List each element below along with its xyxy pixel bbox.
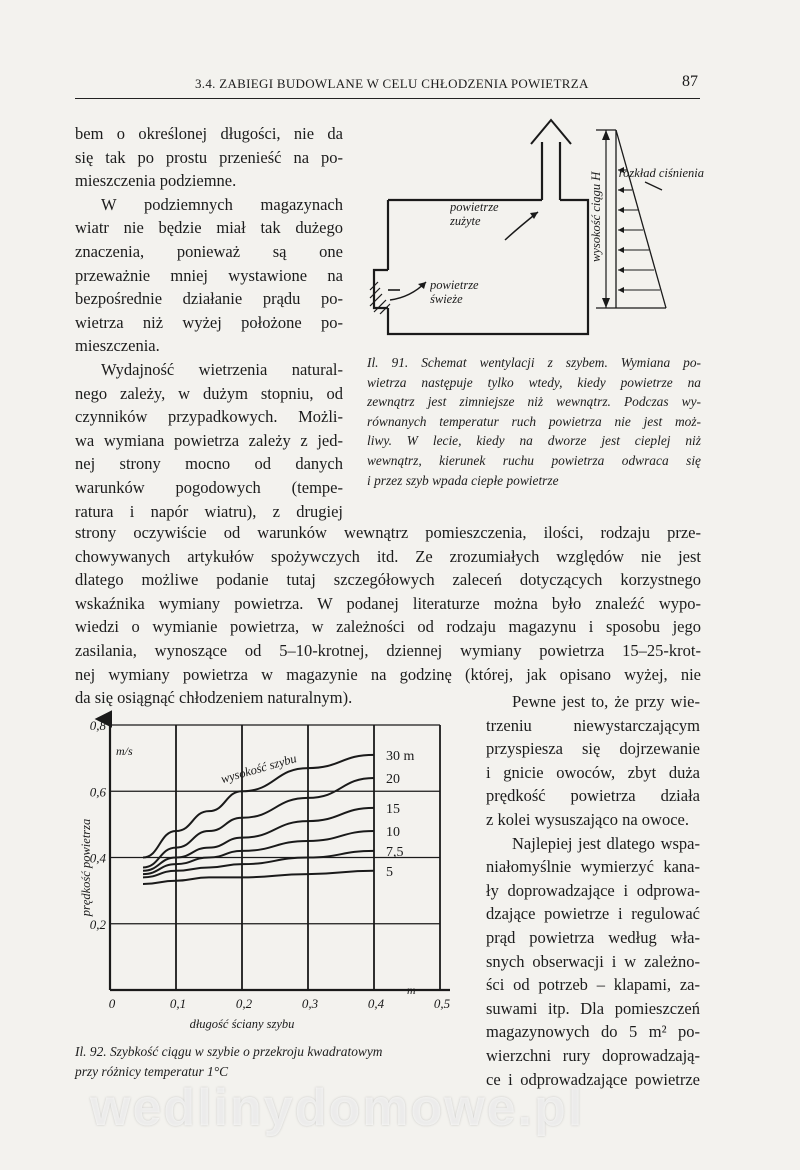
text-line: nej strony mocno od danych	[75, 454, 343, 474]
text-line: ły doprowadzające i odprowa-	[486, 880, 700, 900]
text-line: warunków pogodowych (tempe-	[75, 477, 343, 497]
y-axis-label: prędkość powietrza	[79, 818, 93, 917]
caption-line: zewnątrz jest zimniejsze niż wewnątrz. Podczas wy-	[367, 394, 701, 410]
text-line: Najlepiej jest dlatego wspa-	[512, 833, 700, 853]
x-tick-label: 0,5	[433, 996, 451, 1011]
text-line: Pewne jest to, że przy wie-	[512, 692, 700, 711]
text-line: wiatr nie będzie miał tak dużego	[75, 218, 343, 238]
x-unit-label: m	[407, 983, 416, 997]
running-header	[75, 70, 700, 99]
series-label: 10	[386, 825, 400, 840]
x-tick-label: 0,3	[301, 996, 319, 1011]
text-line: Wydajność wietrzenia natural-	[101, 359, 343, 379]
watermark: wedlinydomowe.pl	[90, 1079, 585, 1137]
text-line: z kolei wysuszająco na owoce.	[486, 809, 689, 829]
text-line: nej wymiany powietrza w magazynie na godzinę (której, jak opisano wyżej, nie	[75, 664, 701, 684]
text-line: wa wymiana powietrza zależy z jed-	[75, 430, 343, 450]
caption-line: Il. 91. Schemat wentylacji z szybem. Wymiana po-	[367, 355, 701, 370]
x-tick-label: 0	[108, 996, 116, 1011]
text-line: ści od potrzeb – klapami, za-	[486, 975, 700, 995]
text-line: mieszczenia podziemne.	[75, 171, 237, 191]
y-tick-label: 0,8	[89, 718, 106, 733]
text-line: przyspiesza się dojrzewanie	[486, 739, 700, 759]
text-line: mieszczenia.	[75, 336, 160, 356]
text-line: dlatego możliwe podanie tutaj szczegółowych zaleceń dotyczących korzystnego	[75, 570, 701, 590]
used-air-label: powietrze zużyte	[450, 200, 499, 228]
series-line	[143, 871, 374, 884]
x-tick-label: 0,2	[235, 996, 253, 1011]
text-line: i gnicie owoców, zbyt duża	[486, 762, 700, 782]
x-tick-label: 0,4	[367, 996, 385, 1011]
text-line: suwami itp. Dla pomieszczeń	[486, 998, 700, 1018]
text-line: ratura i napór wiatru), z drugiej	[75, 501, 343, 521]
text-line: prędkość powietrza działa	[486, 786, 700, 806]
right-column-text	[486, 690, 700, 1091]
figure-91-caption	[367, 353, 701, 490]
legend-title: wysokość szybu	[219, 751, 299, 787]
text-line: wskaźnika wymiany powietrza. W podanej literaturze można było znaleźć wypo-	[75, 593, 701, 613]
x-axis-label: długość ściany szybu	[189, 1017, 295, 1031]
text-line: przeważnie mniej wystawione na	[75, 265, 343, 285]
series-line	[143, 831, 374, 874]
series-line	[143, 808, 374, 871]
text-line: snych obserwacji i w zależno-	[486, 951, 700, 971]
left-column-text	[75, 122, 343, 523]
text-line: prąd powietrza według wła-	[486, 927, 700, 947]
text-line: się tak po prostu przenieść na po-	[75, 147, 343, 167]
page-number: 87	[682, 73, 698, 90]
text-line: W podziemnych magazynach	[101, 194, 343, 214]
text-line: wierzchni rury doprowadzają-	[486, 1045, 700, 1065]
text-line: niałomyślnie wymierzyć kana-	[486, 857, 700, 877]
text-line: znaczenia, ponieważ są one	[75, 241, 343, 261]
text-line: bem o określonej długości, nie da	[75, 124, 343, 143]
caption-line: liwy. W lecie, kiedy na dworze jest cieplej niż	[367, 433, 701, 449]
text-line: czynników przypadkowych. Możli-	[75, 407, 343, 427]
figure-92-caption	[75, 1042, 470, 1081]
y-unit-label: m/s	[116, 744, 133, 758]
shaft-draft-chart	[70, 705, 470, 1040]
text-line: nego zależy, w dużym stopniu, od	[75, 383, 343, 403]
text-line: wiedzi o wymianie powietrza, w zależności od rodzaju magazynu i sposobu jego	[75, 617, 701, 637]
caption-line: przy różnicy temperatur 1°C	[75, 1063, 229, 1079]
caption-line: Il. 92. Szybkość ciągu w szybie o przekroju kwadratowym	[75, 1044, 383, 1059]
chapter-title: 3.4. ZABIEGI BUDOWLANE W CELU CHŁODZENIA POWIETRZA	[195, 76, 589, 91]
fresh-air-label: powietrze świeże	[430, 278, 479, 306]
full-width-text	[75, 521, 701, 710]
text-line: magazynowych do 5 m² po-	[486, 1022, 700, 1042]
y-tick-label: 0,6	[89, 784, 106, 800]
caption-line: wewnątrz, kierunek ruchu powietrza odwraca się	[367, 452, 701, 468]
text-line: chowywanych artykułów spożywczych itd. Ze zrozumiałych względów nie jest	[75, 546, 701, 566]
shaft-height-label: wysokość ciągu H	[589, 171, 603, 262]
text-line: ce i odprowadzające powietrze	[486, 1069, 700, 1089]
text-line: bezpośrednie działanie prądu po-	[75, 289, 343, 309]
text-line: strony oczywiście od warunków wewnątrz pomieszczenia, ilości, rodzaju prze-	[75, 523, 701, 542]
text-line: wietrza niż wyżej położone po-	[75, 312, 343, 332]
text-line: da się osiągnąć chłodzeniem naturalnym).	[75, 688, 353, 708]
series-label: 20	[386, 772, 400, 787]
series-label: 5	[386, 864, 393, 880]
ventilation-diagram	[360, 112, 705, 348]
caption-line: i przez szyb wpada ciepłe powietrze	[367, 472, 559, 488]
pressure-label: rozkład ciśnienia	[618, 166, 704, 180]
y-tick-label: 0,2	[89, 916, 106, 932]
text-line: zasilania, wynoszące od 5–10-krotnej, dziennej wymiany powietrza 15–25-krot-	[75, 640, 701, 660]
series-label: 30 m	[386, 748, 415, 764]
series-label: 15	[386, 801, 400, 817]
series-label: 7,5	[386, 844, 404, 860]
text-line: dzające powietrze i regulować	[486, 904, 700, 924]
text-line: trzeniu niewystarczającym	[486, 715, 700, 735]
x-tick-label: 0,1	[169, 996, 187, 1011]
caption-line: równanych temperatur ruch powietrza nie jest moż-	[367, 413, 701, 429]
caption-line: wietrza następuje tylko wtedy, kiedy powietrze na	[367, 374, 701, 390]
y-tick-label: 0,4	[89, 850, 106, 866]
